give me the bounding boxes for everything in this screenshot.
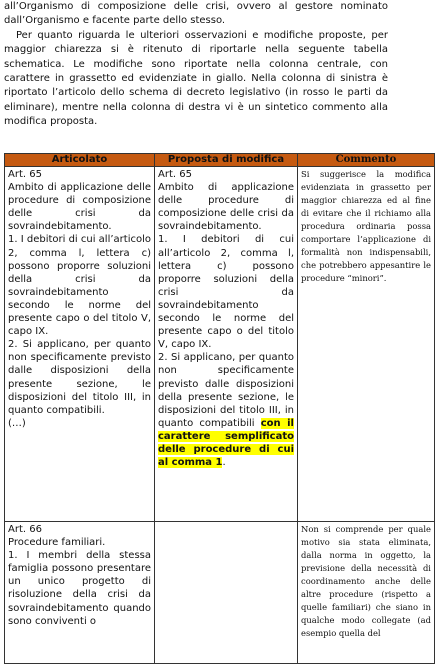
art-title: Ambito di applicazione delle procedure di composizione delle crisi da sovraindebitamento. — [8, 182, 151, 233]
cell-proposta-art65 — [155, 167, 298, 522]
art-comma-1: 1. I membri della stessa famiglia possono presentare un unico progetto di risoluzione della crisi da sovraindebitamento quando sono conviventi o — [8, 550, 151, 627]
intro-text — [4, 0, 388, 130]
header-commento: Commento — [298, 154, 435, 167]
art-title: Procedure familiari. — [8, 537, 106, 549]
cell-proposta-art66 — [155, 522, 298, 664]
table-row — [5, 522, 435, 664]
cell-articolato-art65 — [5, 167, 155, 522]
prop-comma-1: 1. I debitori di cui all’articolo 2, comma l, lettera c) possono proporre soluzioni della crisi da sovraindebitamento secondo le norme del presente capo o del titolo V, capo IX. — [158, 234, 294, 351]
prop-period: . — [222, 457, 226, 469]
table-header-row — [5, 154, 435, 167]
intro-paragraph-1: all’Organismo di composizione delle crisi, ovvero al gestore nominato dall’Organismo e facente parte dello stesso. — [4, 1, 388, 27]
art-ellipsis: (…) — [8, 417, 26, 429]
comparison-table — [4, 153, 435, 664]
prop-title: Ambito di applicazione delle procedure di composizione delle crisi da sovraindebitamento. — [158, 182, 294, 233]
intro-paragraph-2: Per quanto riguarda le ulteriori osservazioni e modifiche proposte, per maggior chiarezza si è ritenuto di riportarle nella seguente tabella schematica. Le modifiche sono riportate nella colonna centrale, con carattere in grassetto ed evidenziate in giallo. Nella colonna di sinistra è riportato l’articolo dello schema di decreto legislativo (in rosso le parti da eliminare), mentre nella colonna di destra vi è un sintetico commento alla modifica proposta. — [4, 29, 388, 128]
art-number: Art. 66 — [8, 524, 42, 535]
prop-comma-2-text: 2. Si applicano, per quanto non specificamente previsto dalle disposizioni della presente sezione, le disposizioni del titolo III, in quanto compatibili — [158, 352, 294, 429]
highlighted-modification: con il carattere semplificato delle procedure di cui al comma 1 — [158, 417, 294, 469]
art-number: Art. 65 — [8, 169, 42, 180]
table-row — [5, 167, 435, 522]
cell-commento-art66: Non si comprende per quale motivo sia stata eliminata, dalla norma in oggetto, la previsione della necessità di coordinamento anche delle altre procedure (rispetto a quelle familiari) che siano in qualche modo collegate (ad esempio quella del — [298, 522, 435, 664]
art-comma-1: 1. I debitori di cui all’articolo 2, comma l, lettera c) possono proporre soluzioni della crisi da sovraindebitamento secondo le norme del presente capo o del titolo V, capo IX. — [8, 234, 151, 338]
header-articolato: Articolato — [5, 154, 155, 167]
cell-commento-art65: Si suggerisce la modifica evidenziata in grassetto per maggior chiarezza ed al fine di evitare che il richiamo alla procedura ordinaria possa comportare l’applicazione di formalità non indispensabili, che potrebbero appesantire le procedure “minori”. — [298, 167, 435, 522]
art-comma-2: 2. Si applicano, per quanto non specificamente previsto dalle disposizioni della presente sezione, le disposizioni del titolo III, in quanto compatibili. — [8, 339, 151, 416]
cell-articolato-art66 — [5, 522, 155, 664]
prop-number: Art. 65 — [158, 169, 192, 180]
header-proposta: Proposta di modifica — [155, 154, 298, 167]
prop-comma-2 — [158, 351, 294, 469]
